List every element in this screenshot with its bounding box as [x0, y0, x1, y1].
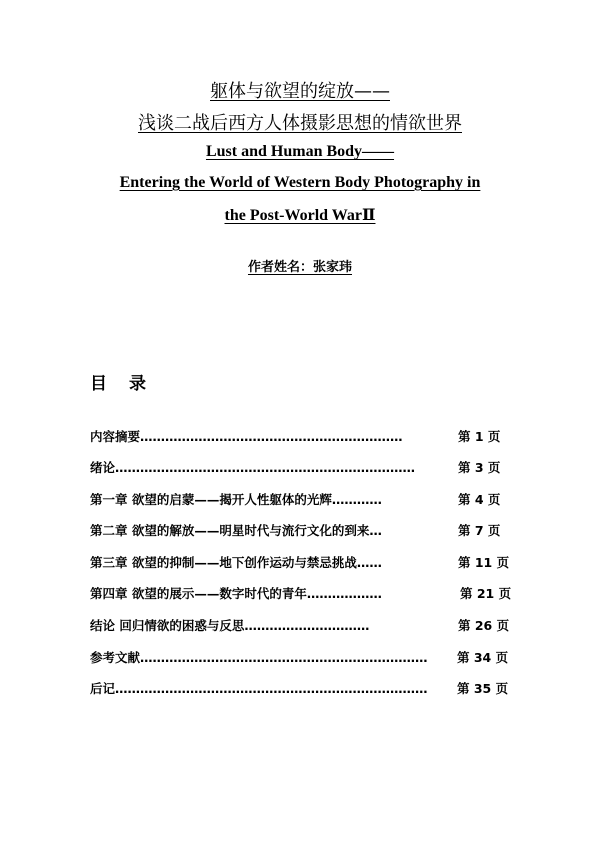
author-name: 作者姓名：张家玮 — [247, 260, 352, 275]
title-cn-line-1: 躯体与欲望的绽放—— — [210, 81, 390, 102]
toc-entry-label: 参考文献…………………………………………………………… — [90, 650, 428, 665]
toc-entry-label: 第二章 欲望的解放——明星时代与流行文化的到来… — [90, 523, 382, 538]
title-en-line-2: Entering the World of Western Body Photography in — [119, 174, 481, 191]
title-cn-line-2: 浅谈二战后西方人体摄影思想的情欲世界 — [138, 113, 462, 134]
toc-entry[interactable] — [90, 458, 520, 478]
toc-entry-page: 第 4 页 — [458, 492, 501, 507]
toc-entry-page: 第 21 页 — [460, 586, 512, 601]
toc-heading: 目录 — [90, 374, 168, 394]
toc-entry-label: 第三章 欲望的抑制——地下创作运动与禁忌挑战…… — [90, 555, 382, 570]
toc-entry-label: 第四章 欲望的展示——数字时代的青年……………… — [90, 586, 382, 601]
toc-entry[interactable] — [90, 490, 520, 510]
toc-entry[interactable] — [90, 679, 520, 699]
toc-entry-label: 内容摘要……………………………………………………… — [90, 429, 403, 444]
toc-entry-label: 结论 回归情欲的困惑与反思………………………… — [90, 618, 370, 633]
toc-entry-page: 第 3 页 — [458, 460, 501, 475]
toc-entry-label: 后记………………………………………………………………… — [90, 681, 428, 696]
toc-entry[interactable] — [90, 521, 520, 541]
toc-entry-label: 绪论……………………………………………………………… — [90, 460, 416, 475]
toc-entry-label: 第一章 欲望的启蒙——揭开人性躯体的光辉………… — [90, 492, 382, 507]
toc-entry-page: 第 7 页 — [458, 523, 501, 538]
toc-entry-page: 第 35 页 — [457, 681, 509, 696]
toc-entry[interactable] — [90, 584, 520, 604]
toc-entry-page: 第 11 页 — [458, 555, 510, 570]
toc-entry-page: 第 34 页 — [457, 650, 509, 665]
toc-entry[interactable] — [90, 616, 520, 636]
toc-entry[interactable] — [90, 648, 520, 668]
title-en-line-3: the Post-World WarⅡ — [224, 207, 376, 224]
toc-entry-page: 第 26 页 — [458, 618, 510, 633]
toc-entry-page: 第 1 页 — [458, 429, 501, 444]
title-en-line-1: Lust and Human Body—— — [205, 143, 395, 160]
toc-entry[interactable] — [90, 553, 520, 573]
toc-entry[interactable] — [90, 427, 520, 447]
